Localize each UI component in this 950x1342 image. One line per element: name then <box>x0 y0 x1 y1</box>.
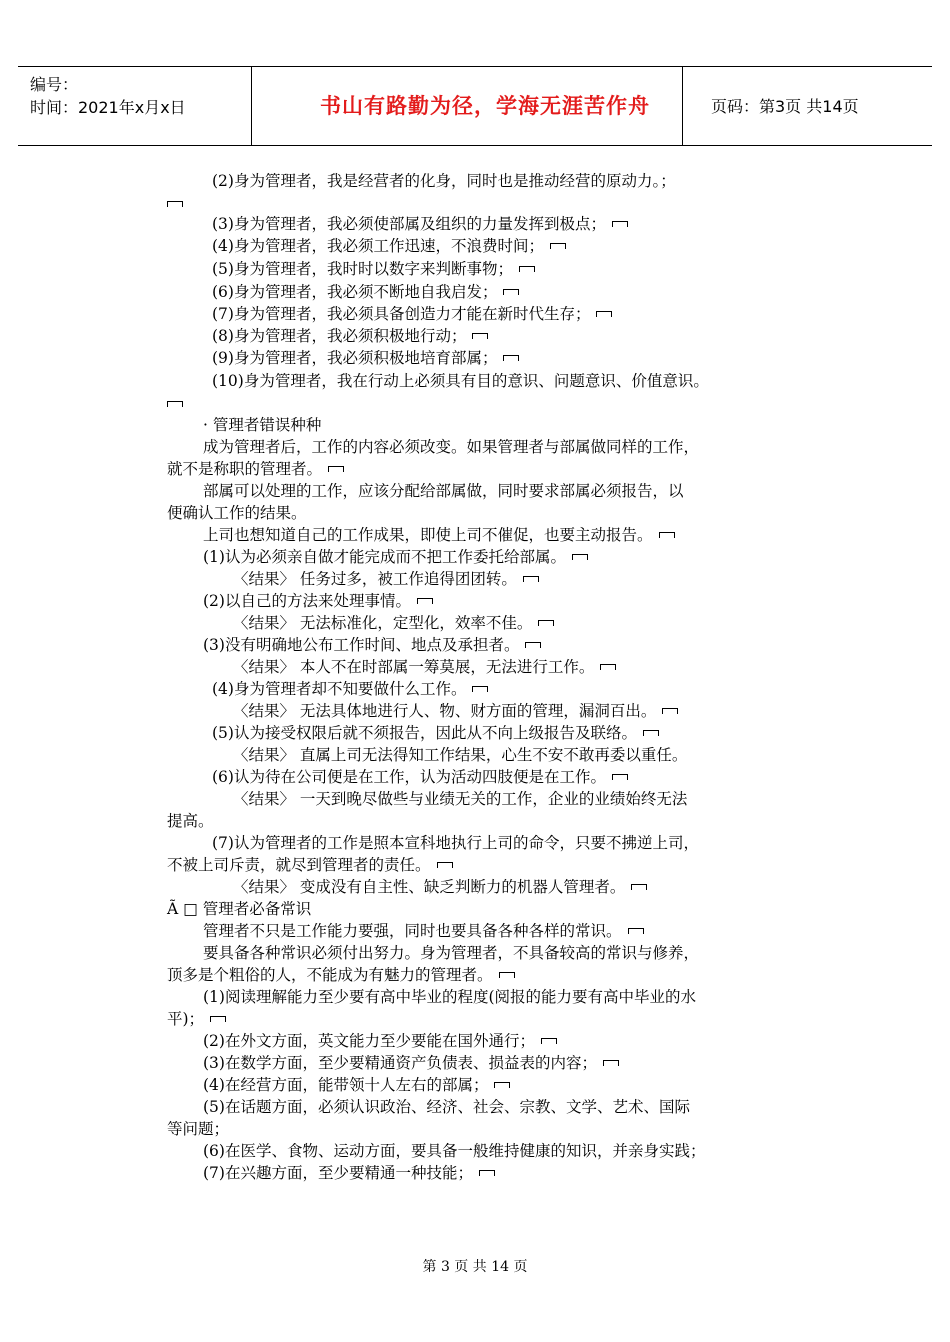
list-item: (3)身为管理者，我必须使部属及组织的力量发挥到极点； <box>212 213 852 235</box>
paragraph-mark-icon <box>550 243 566 249</box>
list-item: (1)阅读理解能力至少要有高中毕业的程度(阅报的能力要有高中毕业的水 <box>203 988 697 1006</box>
result-line: 〈结果〉 无法标准化，定型化，效率不佳。 <box>233 612 873 634</box>
list-item: (10)身为管理者，我在行动上必须具有目的意识、问题意识、价值意识。 <box>212 372 709 390</box>
list-item: (4)身为管理者，我必须工作迅速，不浪费时间； <box>212 235 852 257</box>
list-item: (4)在经营方面，能带领十人左右的部属； <box>203 1074 843 1096</box>
paragraph-mark-icon <box>538 620 554 626</box>
paragraph-mark-icon <box>417 598 433 604</box>
paragraph-mark-icon <box>328 466 344 472</box>
paragraph-mark-icon <box>603 1060 619 1066</box>
list-item: (7)在兴趣方面，至少要精通一种技能； <box>203 1162 843 1184</box>
paragraph-mark-icon <box>167 401 183 407</box>
list-item: (5)在话题方面，必须认识政治、经济、社会、宗教、文学、艺术、国际 <box>203 1098 690 1116</box>
list-item: (5)认为接受权限后就不须报告，因此从不向上级报告及联络。 <box>212 722 852 744</box>
paragraph-mark-icon <box>659 532 675 538</box>
paragraph-mark-icon <box>499 972 515 978</box>
result-line: 〈结果〉 变成没有自主性、缺乏判断力的机器人管理者。 <box>233 876 873 898</box>
list-item: (8)身为管理者，我必须积极地行动； <box>212 325 852 347</box>
list-item: (2)身为管理者，我是经营者的化身，同时也是推动经营的原动力。； <box>212 172 676 190</box>
paragraph-mark-icon <box>503 289 519 295</box>
paragraph-line: 不被上司斥责，就尽到管理者的责任。 <box>167 854 807 876</box>
paragraph-mark-icon <box>662 708 678 714</box>
list-item: (7)认为管理者的工作是照本宣科地执行上司的命令，只要不拂逆上司， <box>212 834 699 852</box>
paragraph-line: 等问题； <box>167 1120 230 1138</box>
paragraph-mark-line <box>167 393 807 415</box>
result-line: 〈结果〉 无法具体地进行人、物、财方面的管理，漏洞百出。 <box>233 700 873 722</box>
paragraph-mark-icon <box>612 221 628 227</box>
page-footer: 第 3 页 共 14 页 <box>422 1259 528 1275</box>
paragraph-mark-icon <box>167 201 183 207</box>
list-item: (6)身为管理者，我必须不断地自我启发； <box>212 281 852 303</box>
paragraph-mark-icon <box>472 333 488 339</box>
paragraph-line: 上司也想知道自己的工作成果，即使上司不催促，也要主动报告。 <box>203 524 843 546</box>
paragraph-line: 便确认工作的结果。 <box>167 504 307 522</box>
paragraph-mark-icon <box>643 730 659 736</box>
list-item: (7)身为管理者，我必须具备创造力才能在新时代生存； <box>212 303 852 325</box>
paragraph-mark-line <box>167 193 807 215</box>
section-heading: · 管理者错误种种 <box>203 416 322 434</box>
list-item: (4)身为管理者却不知要做什么工作。 <box>212 678 852 700</box>
header-motto: 书山有路勤为径，学海无涯苦作舟 <box>320 94 650 118</box>
paragraph-mark-icon <box>523 576 539 582</box>
result-line: 〈结果〉 任务过多，被工作追得团团转。 <box>233 568 873 590</box>
header-divider <box>251 67 252 145</box>
list-item: (3)没有明确地公布工作时间、地点及承担者。 <box>203 634 843 656</box>
paragraph-line: 部属可以处理的工作，应该分配给部属做，同时要求部属必须报告，以 <box>203 482 684 500</box>
paragraph-mark-icon <box>631 884 647 890</box>
paragraph-line: 顶多是个粗俗的人，不能成为有魅力的管理者。 <box>167 964 807 986</box>
paragraph-line: 成为管理者后，工作的内容必须改变。如果管理者与部属做同样的工作， <box>203 438 700 456</box>
number-label: 编号： <box>30 75 79 94</box>
paragraph-mark-icon <box>612 774 628 780</box>
paragraph-mark-icon <box>600 664 616 670</box>
paragraph-mark-icon <box>472 686 488 692</box>
page-label: 页码：第3页 共14页 <box>711 97 859 116</box>
header-divider <box>682 67 683 145</box>
list-item: (6)认为待在公司便是在工作，认为活动四肢便是在工作。 <box>212 766 852 788</box>
time-label: 时间：2021年x月x日 <box>30 98 186 117</box>
paragraph-mark-icon <box>519 266 535 272</box>
paragraph-line: 提高。 <box>167 812 214 830</box>
paragraph-mark-icon <box>503 355 519 361</box>
result-line: 〈结果〉 本人不在时部属一筹莫展，无法进行工作。 <box>233 656 873 678</box>
section-heading: Ã □ 管理者必备常识 <box>167 900 312 918</box>
paragraph-mark-icon <box>525 642 541 648</box>
page-header <box>18 66 932 146</box>
paragraph-mark-icon <box>628 928 644 934</box>
paragraph-mark-icon <box>596 311 612 317</box>
list-item: (2)在外文方面，英文能力至少要能在国外通行； <box>203 1030 843 1052</box>
list-item: (5)身为管理者，我时时以数字来判断事物； <box>212 258 852 280</box>
paragraph-mark-icon <box>541 1038 557 1044</box>
paragraph-line: 就不是称职的管理者。 <box>167 458 807 480</box>
list-item: (1)认为必须亲自做才能完成而不把工作委托给部属。 <box>203 546 843 568</box>
list-item: (6)在医学、食物、运动方面，要具备一般维持健康的知识，并亲身实践； <box>203 1142 706 1160</box>
paragraph-mark-icon <box>494 1082 510 1088</box>
list-item: (9)身为管理者，我必须积极地培育部属； <box>212 347 852 369</box>
paragraph-mark-icon <box>479 1170 495 1176</box>
paragraph-line: 平)； <box>167 1008 807 1030</box>
list-item: (3)在数学方面，至少要精通资产负债表、损益表的内容； <box>203 1052 843 1074</box>
paragraph-mark-icon <box>572 554 588 560</box>
result-line: 〈结果〉 直属上司无法得知工作结果，心生不安不敢再委以重任。 <box>233 746 688 764</box>
list-item: (2)以自己的方法来处理事情。 <box>203 590 843 612</box>
paragraph-mark-icon <box>437 862 453 868</box>
paragraph-mark-icon <box>210 1016 226 1022</box>
header-meta <box>30 73 186 119</box>
paragraph-line: 管理者不只是工作能力要强，同时也要具备各种各样的常识。 <box>203 920 843 942</box>
result-line: 〈结果〉 一天到晚尽做些与业绩无关的工作，企业的业绩始终无法 <box>233 790 688 808</box>
paragraph-line: 要具备各种常识必须付出努力。身为管理者，不具备较高的常识与修养， <box>203 944 700 962</box>
